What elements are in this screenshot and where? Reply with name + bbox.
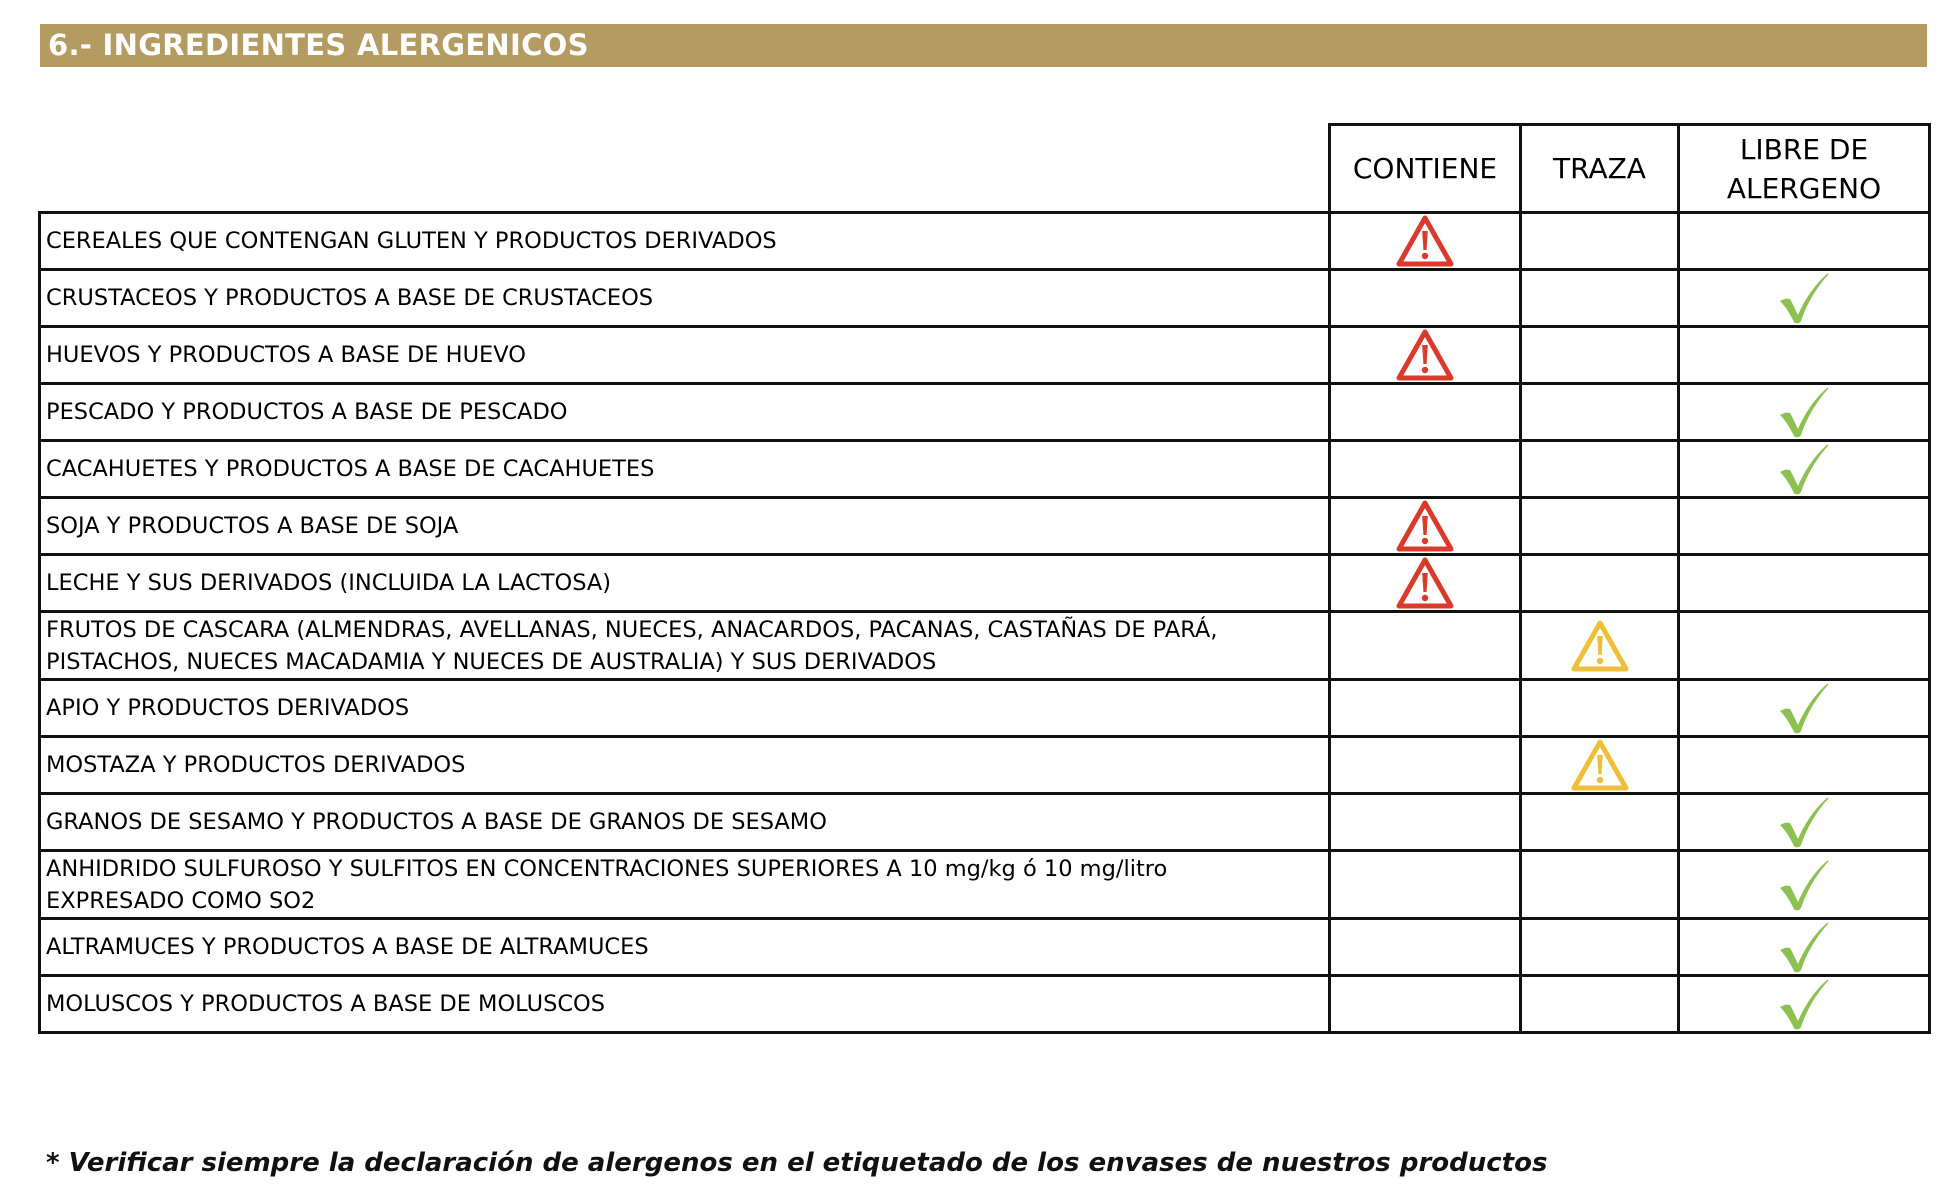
- table-row: [40, 680, 1930, 737]
- table-row: [40, 384, 1930, 441]
- allergen-name: [40, 737, 1330, 794]
- cell-trace: [1521, 680, 1679, 737]
- checkmark-green-icon: [1778, 858, 1830, 912]
- cell-free: [1679, 794, 1930, 851]
- cell-free: [1679, 976, 1930, 1033]
- column-header-free-line2: ALERGENO: [1726, 171, 1882, 205]
- allergen-name-line: ALTRAMUCES Y PRODUCTOS A BASE DE ALTRAMUCES: [46, 934, 649, 960]
- cell-contains: [1330, 270, 1521, 327]
- allergen-name-line: FRUTOS DE CASCARA (ALMENDRAS, AVELLANAS, NUECES, ANACARDOS, PACANAS, CASTAÑAS DE PARÁ,: [46, 616, 1218, 643]
- allergen-name: [40, 612, 1330, 680]
- cell-contains: [1330, 794, 1521, 851]
- allergen-name: [40, 270, 1330, 327]
- allergen-name: [40, 213, 1330, 270]
- warning-triangle-red-icon: [1395, 499, 1455, 553]
- cell-contains: [1330, 737, 1521, 794]
- cell-free: [1679, 441, 1930, 498]
- cell-contains: [1330, 680, 1521, 737]
- table-row: [40, 851, 1930, 919]
- allergen-name-line: GRANOS DE SESAMO Y PRODUCTOS A BASE DE GRANOS DE SESAMO: [46, 809, 827, 835]
- section-title: 6.- INGREDIENTES ALERGENICOS: [40, 24, 1927, 67]
- allergen-name-line: HUEVOS Y PRODUCTOS A BASE DE HUEVO: [46, 342, 526, 368]
- allergen-name: [40, 976, 1330, 1033]
- checkmark-green-icon: [1778, 442, 1830, 496]
- cell-contains: [1330, 384, 1521, 441]
- table-row: [40, 270, 1930, 327]
- allergen-name-line: EXPRESADO COMO SO2: [46, 887, 316, 914]
- table-row: [40, 555, 1930, 612]
- allergen-name-line: CACAHUETES Y PRODUCTOS A BASE DE CACAHUETES: [46, 456, 655, 482]
- cell-contains: [1330, 919, 1521, 976]
- cell-trace: [1521, 737, 1679, 794]
- checkmark-green-icon: [1778, 920, 1830, 974]
- cell-free: [1679, 498, 1930, 555]
- allergen-name-line: LECHE Y SUS DERIVADOS (INCLUIDA LA LACTOSA): [46, 570, 612, 596]
- cell-trace: [1521, 794, 1679, 851]
- warning-triangle-yellow-icon: [1570, 738, 1630, 792]
- allergen-name: [40, 441, 1330, 498]
- allergen-table-body: [40, 213, 1930, 1033]
- checkmark-green-icon: [1778, 681, 1830, 735]
- allergen-name: [40, 919, 1330, 976]
- checkmark-green-icon: [1778, 977, 1830, 1031]
- cell-trace: [1521, 919, 1679, 976]
- cell-trace: [1521, 976, 1679, 1033]
- cell-contains: [1330, 612, 1521, 680]
- table-row: [40, 737, 1930, 794]
- cell-contains: [1330, 976, 1521, 1033]
- cell-trace: [1521, 270, 1679, 327]
- allergen-name: [40, 327, 1330, 384]
- cell-free: [1679, 270, 1930, 327]
- header-blank-cell: [40, 125, 1330, 213]
- allergen-name: [40, 794, 1330, 851]
- cell-contains: [1330, 498, 1521, 555]
- allergen-name-line: PESCADO Y PRODUCTOS A BASE DE PESCADO: [46, 399, 568, 425]
- cell-trace: [1521, 555, 1679, 612]
- checkmark-green-icon: [1778, 271, 1830, 325]
- cell-contains: [1330, 327, 1521, 384]
- cell-trace: [1521, 327, 1679, 384]
- allergen-name-line: SOJA Y PRODUCTOS A BASE DE SOJA: [46, 513, 459, 539]
- allergen-name: [40, 384, 1330, 441]
- cell-trace: [1521, 213, 1679, 270]
- table-row: [40, 919, 1930, 976]
- allergen-name-line: CEREALES QUE CONTENGAN GLUTEN Y PRODUCTOS DERIVADOS: [46, 228, 777, 254]
- column-header-free-line1: LIBRE DE: [1739, 132, 1869, 166]
- allergen-table: [38, 123, 1931, 1034]
- checkmark-green-icon: [1778, 795, 1830, 849]
- table-row: [40, 794, 1930, 851]
- warning-triangle-red-icon: [1395, 328, 1455, 382]
- allergen-name-line: CRUSTACEOS Y PRODUCTOS A BASE DE CRUSTACEOS: [46, 285, 654, 311]
- table-row: [40, 213, 1930, 270]
- allergen-name-line: ANHIDRIDO SULFUROSO Y SULFITOS EN CONCENTRACIONES SUPERIORES A 10 mg/kg ó 10 mg/litro: [46, 855, 1168, 882]
- allergen-name-line: PISTACHOS, NUECES MACADAMIA Y NUECES DE AUSTRALIA) Y SUS DERIVADOS: [46, 648, 937, 675]
- allergen-name: [40, 680, 1330, 737]
- column-header-contains: CONTIENE: [1330, 125, 1521, 213]
- table-row: [40, 976, 1930, 1033]
- column-header-free: [1679, 125, 1930, 213]
- warning-triangle-red-icon: [1395, 214, 1455, 268]
- cell-contains: [1330, 851, 1521, 919]
- cell-trace: [1521, 851, 1679, 919]
- cell-free: [1679, 737, 1930, 794]
- cell-contains: [1330, 441, 1521, 498]
- table-row: [40, 441, 1930, 498]
- table-row: [40, 498, 1930, 555]
- cell-free: [1679, 919, 1930, 976]
- table-header-row: [40, 125, 1930, 213]
- allergen-name-line: APIO Y PRODUCTOS DERIVADOS: [46, 695, 410, 721]
- cell-trace: [1521, 612, 1679, 680]
- cell-free: [1679, 327, 1930, 384]
- cell-free: [1679, 612, 1930, 680]
- table-row: [40, 612, 1930, 680]
- warning-triangle-yellow-icon: [1570, 619, 1630, 673]
- warning-triangle-red-icon: [1395, 556, 1455, 610]
- cell-contains: [1330, 555, 1521, 612]
- cell-trace: [1521, 384, 1679, 441]
- allergen-name-line: MOSTAZA Y PRODUCTOS DERIVADOS: [46, 752, 466, 778]
- allergen-name: [40, 498, 1330, 555]
- cell-free: [1679, 384, 1930, 441]
- footnote: * Verificar siempre la declaración de alergenos en el etiquetado de los envases de nuestros productos: [46, 1148, 1548, 1178]
- cell-trace: [1521, 441, 1679, 498]
- allergen-name-line: MOLUSCOS Y PRODUCTOS A BASE DE MOLUSCOS: [46, 991, 606, 1017]
- allergen-name: [40, 851, 1330, 919]
- cell-free: [1679, 680, 1930, 737]
- table-row: [40, 327, 1930, 384]
- allergen-name: [40, 555, 1330, 612]
- cell-free: [1679, 213, 1930, 270]
- cell-trace: [1521, 498, 1679, 555]
- cell-contains: [1330, 213, 1521, 270]
- cell-free: [1679, 851, 1930, 919]
- column-header-trace: TRAZA: [1521, 125, 1679, 213]
- cell-free: [1679, 555, 1930, 612]
- checkmark-green-icon: [1778, 385, 1830, 439]
